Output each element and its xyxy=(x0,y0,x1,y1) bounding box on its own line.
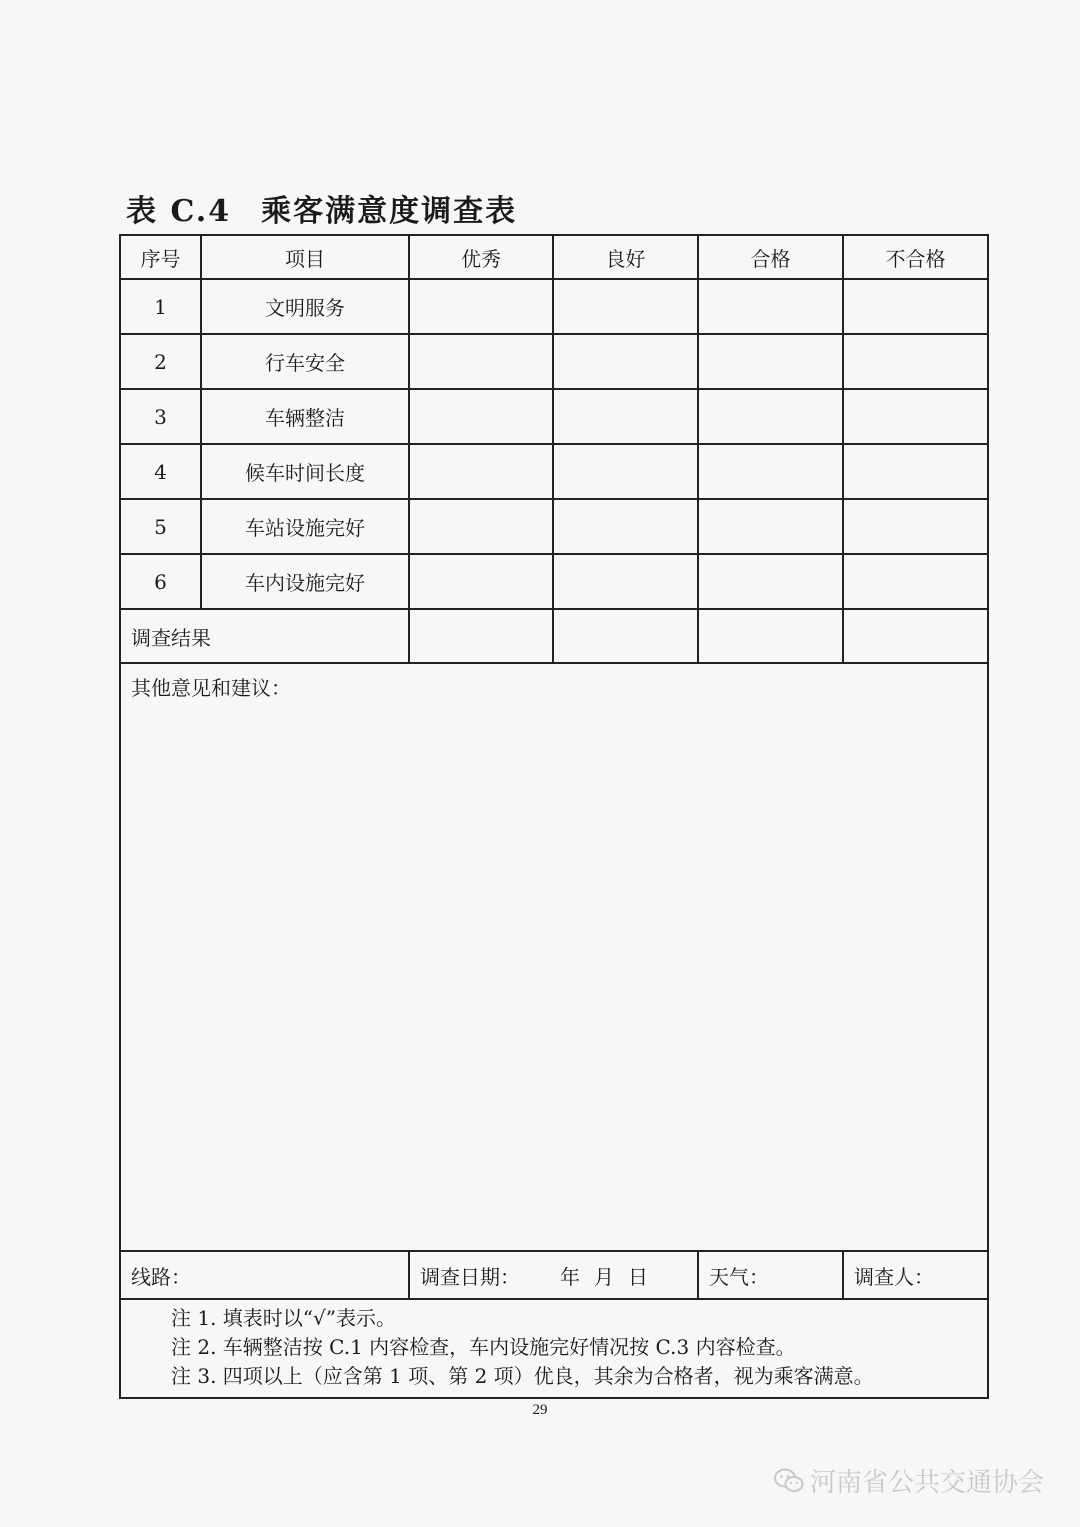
row-item: 车辆整洁 xyxy=(201,389,409,444)
survey-table xyxy=(119,234,989,1399)
row-item: 候车时间长度 xyxy=(201,444,409,499)
rating-cell-pass[interactable] xyxy=(698,444,843,499)
date-day: 日 xyxy=(628,1264,648,1289)
row-number: 6 xyxy=(120,554,201,609)
table-row xyxy=(120,389,988,444)
date-year: 年 xyxy=(560,1264,580,1289)
result-row xyxy=(120,609,988,663)
rating-cell-fail[interactable] xyxy=(843,499,988,554)
row-item: 车站设施完好 xyxy=(201,499,409,554)
surveyor-label: 调查人： xyxy=(854,1264,934,1289)
rating-cell-fail[interactable] xyxy=(843,444,988,499)
table-row xyxy=(120,499,988,554)
table-row xyxy=(120,334,988,389)
note-1: 注 1. 填表时以“√”表示。 xyxy=(171,1306,396,1330)
page-title xyxy=(126,186,517,230)
row-number: 4 xyxy=(120,444,201,499)
weather-field[interactable] xyxy=(698,1251,843,1299)
rating-cell-good[interactable] xyxy=(553,499,698,554)
notes-row xyxy=(120,1299,988,1398)
date-label: 调查日期： xyxy=(420,1264,520,1289)
row-item: 文明服务 xyxy=(201,279,409,334)
rating-cell-excellent[interactable] xyxy=(409,279,553,334)
route-field[interactable] xyxy=(120,1251,409,1299)
header-cell-item: 项目 xyxy=(201,235,409,279)
comments-label: 其他意见和建议： xyxy=(131,676,291,700)
rating-cell-excellent[interactable] xyxy=(409,444,553,499)
rating-cell-excellent[interactable] xyxy=(409,499,553,554)
header-row xyxy=(120,235,988,279)
comments-field[interactable] xyxy=(120,663,988,1251)
row-number: 5 xyxy=(120,499,201,554)
rating-cell-excellent[interactable] xyxy=(409,334,553,389)
header-cell-excellent: 优秀 xyxy=(409,235,553,279)
rating-cell-good[interactable] xyxy=(553,279,698,334)
rating-cell-pass[interactable] xyxy=(698,499,843,554)
result-cell-pass[interactable] xyxy=(698,609,843,663)
row-item: 行车安全 xyxy=(201,334,409,389)
rating-cell-fail[interactable] xyxy=(843,389,988,444)
table-row xyxy=(120,279,988,334)
notes-cell xyxy=(120,1299,988,1398)
result-cell-fail[interactable] xyxy=(843,609,988,663)
page-number: 29 xyxy=(532,1402,548,1418)
note-3: 注 3. 四项以上（应含第 1 项、第 2 项）优良，其余为合格者，视为乘客满意。 xyxy=(171,1364,874,1388)
route-label: 线路： xyxy=(131,1264,191,1289)
rating-cell-fail[interactable] xyxy=(843,279,988,334)
rating-cell-good[interactable] xyxy=(553,444,698,499)
result-cell-good[interactable] xyxy=(553,609,698,663)
rating-cell-pass[interactable] xyxy=(698,554,843,609)
row-number: 2 xyxy=(120,334,201,389)
weather-label: 天气： xyxy=(709,1264,769,1289)
header-cell-good: 良好 xyxy=(553,235,698,279)
watermark xyxy=(774,1462,1044,1499)
rating-cell-good[interactable] xyxy=(553,389,698,444)
table-row xyxy=(120,554,988,609)
info-row xyxy=(120,1251,988,1299)
header-cell-num: 序号 xyxy=(120,235,201,279)
rating-cell-fail[interactable] xyxy=(843,554,988,609)
rating-cell-fail[interactable] xyxy=(843,334,988,389)
date-month: 月 xyxy=(594,1264,614,1289)
watermark-text: 河南省公共交通协会 xyxy=(809,1468,1044,1498)
header-cell-fail: 不合格 xyxy=(843,235,988,279)
header-cell-pass: 合格 xyxy=(698,235,843,279)
rating-cell-pass[interactable] xyxy=(698,279,843,334)
table-row xyxy=(120,444,988,499)
rating-cell-excellent[interactable] xyxy=(409,554,553,609)
comments-row xyxy=(120,663,988,1251)
rating-cell-pass[interactable] xyxy=(698,334,843,389)
table-title: 乘客满意度调查表 xyxy=(261,194,518,229)
rating-cell-good[interactable] xyxy=(553,334,698,389)
note-2: 注 2. 车辆整洁按 C.1 内容检查，车内设施完好情况按 C.3 内容检查。 xyxy=(171,1335,796,1359)
rating-cell-pass[interactable] xyxy=(698,389,843,444)
row-item: 车内设施完好 xyxy=(201,554,409,609)
wechat-icon xyxy=(774,1468,804,1494)
surveyor-field[interactable] xyxy=(843,1251,988,1299)
rating-cell-excellent[interactable] xyxy=(409,389,553,444)
result-cell-excellent[interactable] xyxy=(409,609,553,663)
rating-cell-good[interactable] xyxy=(553,554,698,609)
row-number: 1 xyxy=(120,279,201,334)
date-field[interactable] xyxy=(409,1251,698,1299)
row-number: 3 xyxy=(120,389,201,444)
result-label: 调查结果 xyxy=(120,609,409,663)
table-code: 表 C.4 xyxy=(126,194,232,229)
